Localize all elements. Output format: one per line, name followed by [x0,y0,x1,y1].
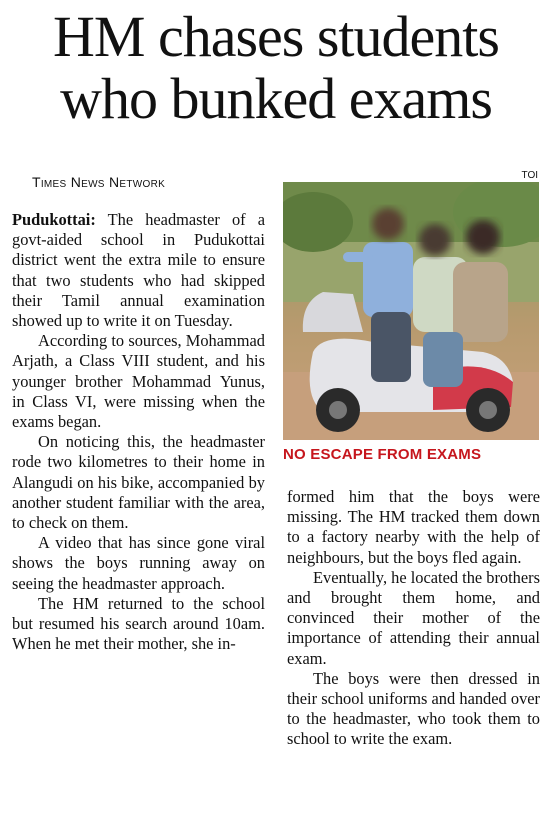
photo-credit: TOI [521,170,538,181]
photo-caption: NO ESCAPE FROM EXAMS [283,446,482,463]
paragraph: According to sources, Mohammad Arjath, a Class VIII student, and his younger brother Mohammad Yunus, in Class VI, were missing when the exams began. [12,331,265,432]
scooter-photo-illustration [283,182,539,440]
lead-text: The headmaster of a govt-aided school in Pudukottai district went the extra mile to ensure that two students who had skipped their Tamil annual examination showed up to write it on Tuesday. [12,210,265,331]
dateline: Pudukottai: [12,210,96,229]
article-column-2 [287,487,540,750]
headline [0,6,552,130]
headline-line-2: who bunked exams [60,66,492,131]
paragraph: formed him that the boys were missing. The HM tracked them down to a factory nearby with the help of neighbours, but the boys fled again. [287,487,540,567]
article-column-1 [12,210,265,654]
news-photo [283,182,539,440]
lead-paragraph [12,210,265,331]
paragraph: A video that has since gone viral shows the boys running away on seeing the headmaster approach. [12,533,265,593]
paragraph: Eventually, he located the brothers and brought them home, and convinced their mother of the importance of attending their annual exam. [287,567,540,668]
headline-line-1: HM chases students [53,4,499,69]
byline: Times News Network [32,174,166,190]
paragraph: The HM returned to the school but resumed his search around 10am. When he met their mother, she in- [12,593,265,654]
paragraph: The boys were then dressed in their school uniforms and handed over to the headmaster, who took them to school to write the exam. [287,668,540,749]
paragraph: On noticing this, the headmaster rode two kilometres to their home in Alangudi on his bike, accompanied by another student familiar with the area, to check on them. [12,432,265,533]
